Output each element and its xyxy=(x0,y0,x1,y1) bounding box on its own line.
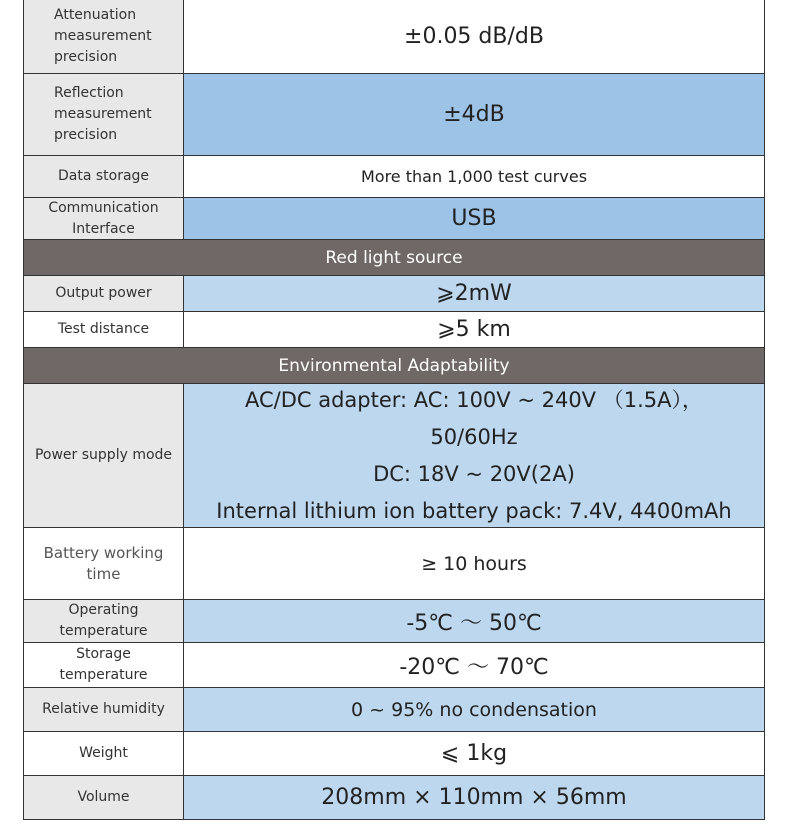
row-value: More than 1,000 test curves xyxy=(184,156,764,197)
row-label: Battery working time xyxy=(24,528,184,599)
row-label: Weight xyxy=(24,732,184,775)
row-label: Power supply mode xyxy=(24,384,184,527)
row-attenuation-precision xyxy=(23,0,765,74)
power-line-4: Internal lithium ion battery pack: 7.4V, 4400mAh xyxy=(216,498,732,523)
row-output-power xyxy=(23,276,765,312)
section-header-red-light: Red light source xyxy=(23,240,765,276)
row-relative-humidity xyxy=(23,688,765,732)
row-volume xyxy=(23,776,765,820)
row-value xyxy=(184,384,764,527)
power-line-3: DC: 18V ~ 20V(2A) xyxy=(373,461,575,486)
row-operating-temperature xyxy=(23,600,765,643)
row-label: Attenuation measurement precision xyxy=(24,0,184,73)
row-label: Storage temperature xyxy=(24,643,184,687)
row-value: ⩽ 1kg xyxy=(184,732,764,775)
row-value: ⩾5 km xyxy=(184,312,764,347)
row-label: Relative humidity xyxy=(24,688,184,731)
row-power-supply-mode xyxy=(23,384,765,528)
row-value: ⩾2mW xyxy=(184,276,764,311)
row-value: USB xyxy=(184,198,764,239)
spec-table xyxy=(23,0,765,820)
row-value: -20℃ ～ 70℃ xyxy=(184,643,764,687)
row-value: ≥ 10 hours xyxy=(184,528,764,599)
row-label: Reflection measurement precision xyxy=(24,74,184,155)
row-weight xyxy=(23,732,765,776)
row-communication-interface xyxy=(23,198,765,240)
row-value: 0 ~ 95% no condensation xyxy=(184,688,764,731)
row-label: Test distance xyxy=(24,312,184,347)
row-battery-working-time xyxy=(23,528,765,600)
row-value: ±0.05 dB/dB xyxy=(184,0,764,73)
row-value: 208mm × 110mm × 56mm xyxy=(184,776,764,819)
power-line-2: 50/60Hz xyxy=(430,424,518,449)
row-data-storage xyxy=(23,156,765,198)
section-header-environmental: Environmental Adaptability xyxy=(23,348,765,384)
row-storage-temperature xyxy=(23,643,765,688)
row-reflection-precision xyxy=(23,74,765,156)
row-value: ±4dB xyxy=(184,74,764,155)
row-label: Operating temperature xyxy=(24,600,184,642)
row-label: Communication Interface xyxy=(24,198,184,239)
row-label: Data storage xyxy=(24,156,184,197)
power-line-1: AC/DC adapter: AC: 100V ~ 240V （1.5A）， xyxy=(244,387,703,412)
row-label: Volume xyxy=(24,776,184,819)
row-value: -5℃ ～ 50℃ xyxy=(184,600,764,642)
row-label: Output power xyxy=(24,276,184,311)
row-test-distance xyxy=(23,312,765,348)
